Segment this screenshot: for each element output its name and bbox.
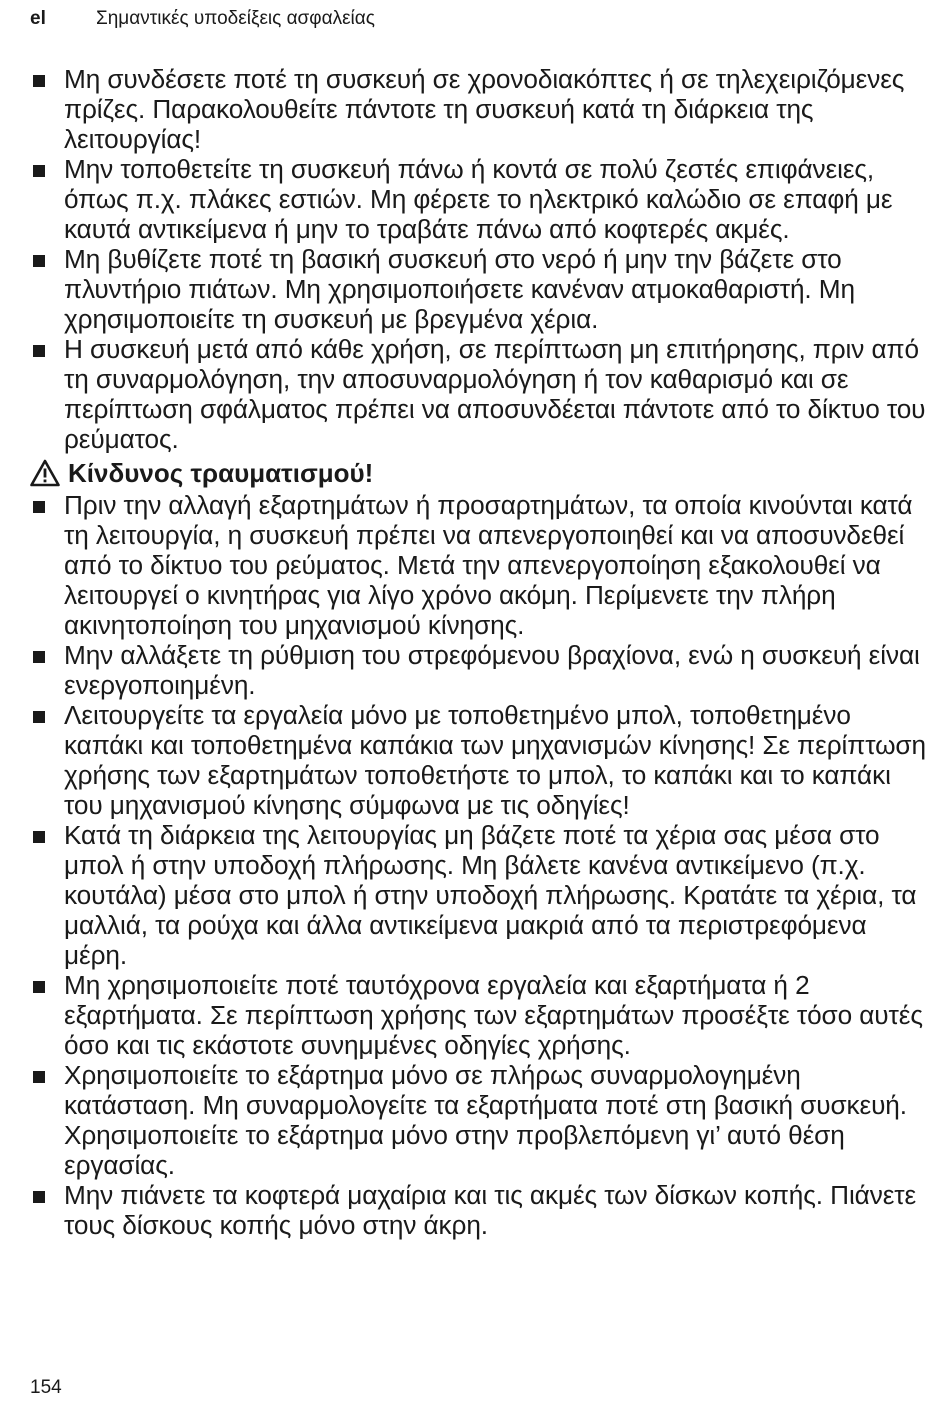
list-item	[30, 1180, 935, 1240]
list-item	[30, 640, 935, 700]
bullet-icon	[33, 501, 45, 513]
list-item	[30, 244, 935, 334]
page-content	[30, 64, 935, 1240]
bullet-icon	[33, 1071, 45, 1083]
list-item	[30, 700, 935, 820]
list-item-text: Χρησιμοποιείτε το εξάρτημα μόνο σε πλήρως συναρμολογημένη κατάσταση. Μη συναρμολογείτε τα εξαρτήματα ποτέ στη βασική συσκευή. Χρησιμοποιείτε το εξάρτημα μόνο στην προβλεπόμενη γι’ αυτό θέση εργασίας.	[64, 1060, 907, 1180]
list-item-text: Μην αλλάξετε τη ρύθμιση του στρεφόμενου βραχίονα, ενώ η συσκευή είναι ενεργοποιημένη.	[64, 640, 920, 700]
warning-triangle-icon	[30, 459, 60, 487]
section-title: Σημαντικές υποδείξεις ασφαλείας	[96, 8, 375, 29]
bullet-icon	[33, 165, 45, 177]
list-item	[30, 334, 935, 454]
list-item-text: Μην τοποθετείτε τη συσκευή πάνω ή κοντά σε πολύ ζεστές επιφάνειες, όπως π.χ. πλάκες εστιών. Μη φέρετε το ηλεκτρικό καλώδιο σε επαφή με καυτά αντικείμενα ή μην το τραβάτε πάνω από κοφτερές ακμές.	[64, 154, 893, 244]
warning-heading-text: Κίνδυνος τραυματισμού!	[68, 457, 374, 488]
list-item	[30, 1060, 935, 1180]
list-item-text: Λειτουργείτε τα εργαλεία μόνο με τοποθετημένο μπολ, τοποθετημένο καπάκι και τοποθετημένα καπάκια των μηχανισμών κίνησης! Σε περίπτωση χρήσης των εξαρτημάτων τοποθετήστε το μπολ, το καπάκι και το καπάκι του μηχανισμού κίνησης σύμφωνα με τις οδηγίες!	[64, 700, 926, 820]
list-item-text: Μη βυθίζετε ποτέ τη βασική συσκευή στο νερό ή μην την βάζετε στο πλυντήριο πιάτων. Μη χρησιμοποιήσετε κανέναν ατμοκαθαριστή. Μη χρησιμοποιείτε τη συσκευή με βρεγμένα χέρια.	[64, 244, 855, 334]
list-item-text: Κατά τη διάρκεια της λειτουργίας μη βάζετε ποτέ τα χέρια σας μέσα στο μπολ ή στην υποδοχή πλήρωσης. Μη βάλετε κανένα αντικείμενο (π.χ. κουτάλα) μέσα στο μπολ ή στην υποδοχή πλήρωσης. Κρατάτε τα χέρια, τα μαλλιά, τα ρούχα και άλλα αντικείμενα μακριά από τα περιστρεφόμενα μέρη.	[64, 820, 917, 970]
safety-list-injury	[30, 490, 935, 1240]
list-item	[30, 820, 935, 970]
list-item-text: Μη χρησιμοποιείτε ποτέ ταυτόχρονα εργαλεία και εξαρτήματα ή 2 εξαρτήματα. Σε περίπτωση χρήσης των εξαρτημάτων προσέξτε τόσο αυτές όσο και τις εκάστοτε συνημμένες οδηγίες χρήσης.	[64, 970, 923, 1060]
bullet-icon	[33, 345, 45, 357]
bullet-icon	[33, 831, 45, 843]
list-item-text: Μην πιάνετε τα κοφτερά μαχαίρια και τις ακμές των δίσκων κοπής. Πιάνετε τους δίσκους κοπής μόνο στην άκρη.	[64, 1180, 917, 1240]
bullet-icon	[33, 981, 45, 993]
list-item-text: Μη συνδέσετε ποτέ τη συσκευή σε χρονοδιακόπτες ή σε τηλεχειριζόμενες πρίζες. Παρακολουθείτε πάντοτε τη συσκευή κατά τη διάρκεια της λειτουργίας!	[64, 64, 905, 154]
safety-list-general	[30, 64, 935, 454]
bullet-icon	[33, 75, 45, 87]
list-item-text: Η συσκευή μετά από κάθε χρήση, σε περίπτωση μη επιτήρησης, πριν από τη συναρμολόγηση, την αποσυναρμολόγηση ή τον καθαρισμό και σε περίπτωση σφάλματος πρέπει να αποσυνδέεται πάντοτε από το δίκτυο του ρεύματος.	[64, 334, 926, 454]
warning-heading	[30, 456, 935, 490]
bullet-icon	[33, 711, 45, 723]
list-item	[30, 970, 935, 1060]
language-code: el	[30, 8, 46, 29]
page-header	[30, 6, 375, 32]
list-item	[30, 154, 935, 244]
list-item-text: Πριν την αλλαγή εξαρτημάτων ή προσαρτημάτων, τα οποία κινούνται κατά τη λειτουργία, η συσκευή πρέπει να απενεργοποιηθεί και να αποσυνδεθεί από το δίκτυο του ρεύματος. Μετά την απενεργοποίηση εξακολουθεί να λειτουργεί ο κινητήρας για λίγο χρόνο ακόμη. Περίμενετε την πλήρη ακινητοποίηση του μηχανισμού κίνησης.	[64, 490, 913, 640]
bullet-icon	[33, 255, 45, 267]
bullet-icon	[33, 1191, 45, 1203]
list-item	[30, 64, 935, 154]
list-item	[30, 490, 935, 640]
page-number: 154	[30, 1377, 62, 1398]
bullet-icon	[33, 651, 45, 663]
